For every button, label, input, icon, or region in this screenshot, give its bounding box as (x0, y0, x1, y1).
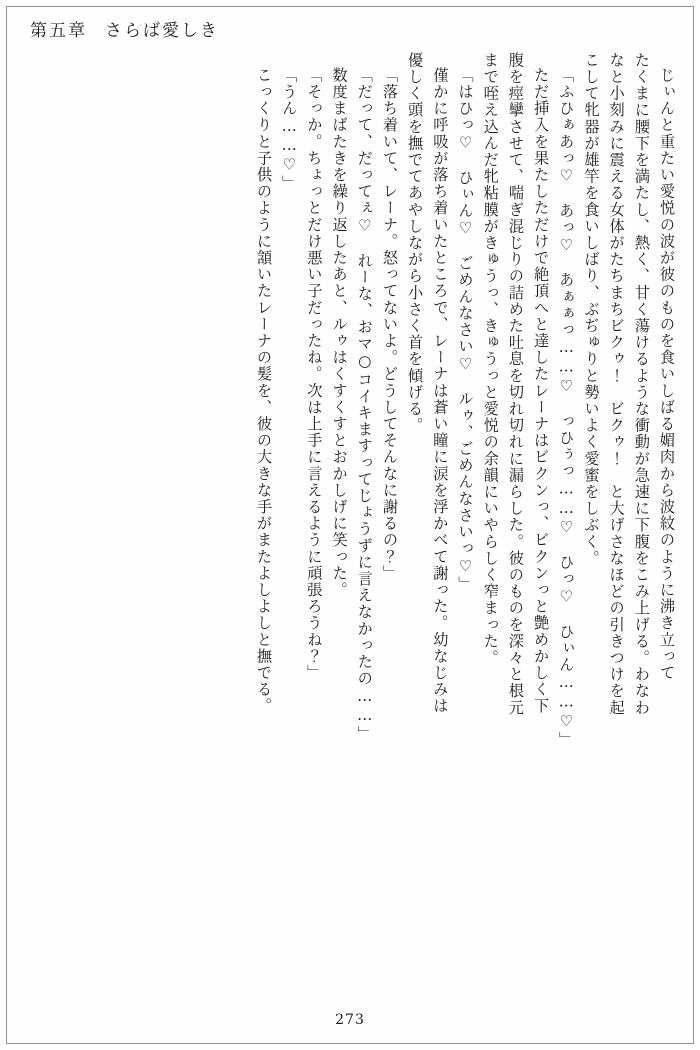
text-line: 「落ち着いて、レーナ。怒ってないよ。どうしてそんなに謝るの？」 (380, 67, 399, 582)
text-line: たくまに腰下を満たし、熱く、甘く蕩けるような衝動が急速に下腹をこみ上げる。わなわ (632, 52, 651, 716)
body-text (26, 52, 674, 988)
text-line: 優しく頭を撫でてあやしながら小さく首を傾げる。 (406, 52, 425, 434)
chapter-number: 第五章 (30, 21, 87, 41)
text-line: 数度まばたきを繰り返したあと、ルゥはくすくすとおかしげに笑った。 (330, 67, 349, 599)
text-line: 腹を痙攣させて、喘ぎ混じりの詰めた吐息を切れ切れに漏らした。彼のものを深々と根元 (506, 52, 525, 716)
text-line: まで咥え込んだ牝粘膜がきゅうっ、きゅうっと愛悦の余韻にいやらしく窄まった。 (481, 52, 500, 667)
text-line: 「はひっ♡ ひぃん♡ ごめんなさい♡ ルゥ、ごめんなさいっ♡」 (456, 67, 475, 593)
page-number: 273 (335, 1012, 365, 1028)
chapter-title: さらば愛しき (105, 21, 219, 41)
text-line: 僅かに呼吸が落ち着いたところで、レーナは蒼い瞳に涙を浮かべて謝った。幼なじみは (431, 67, 450, 715)
text-line: 「そっか。ちょっとだけ悪い子だったね。次は上手に言えるように頑張ろうね？」 (305, 67, 324, 682)
text-line: 「ふひぁあっ♡ あっ♡ あぁぁっ……♡ っひぅっ……♡ ひっ♡ ひぃん……♡」 (557, 67, 576, 748)
text-line: なと小刻みに震える女体がたちまちビクゥ！ ビクゥ！ と大げさなほどの引きつけを起 (607, 52, 626, 716)
text-line: 「うん……♡」 (280, 67, 299, 192)
text-line: 「だって、だってぇ♡ れーな、おマ○コイキますってじょうずに言えなかったの……」 (355, 67, 374, 743)
text-line: ただ挿入を果たしただけで絶頂へと達したレーナはビクンっ、ビクンっと艶めかしく下 (532, 67, 551, 715)
text-line: こっくりと子供のように頷いたレーナの髪を、彼の大きな手がまたよしよしと撫でる。 (255, 67, 273, 715)
chapter-header (30, 16, 219, 41)
text-line: こして牝器が雄竿を食いしばり、ぶぢゅりと勢いよく愛蜜をしぶく。 (582, 52, 601, 567)
text-line: じぃんと重たい愛悦の波が彼のものを食いしばる媚肉から波紋のように沸き立って (658, 67, 676, 682)
